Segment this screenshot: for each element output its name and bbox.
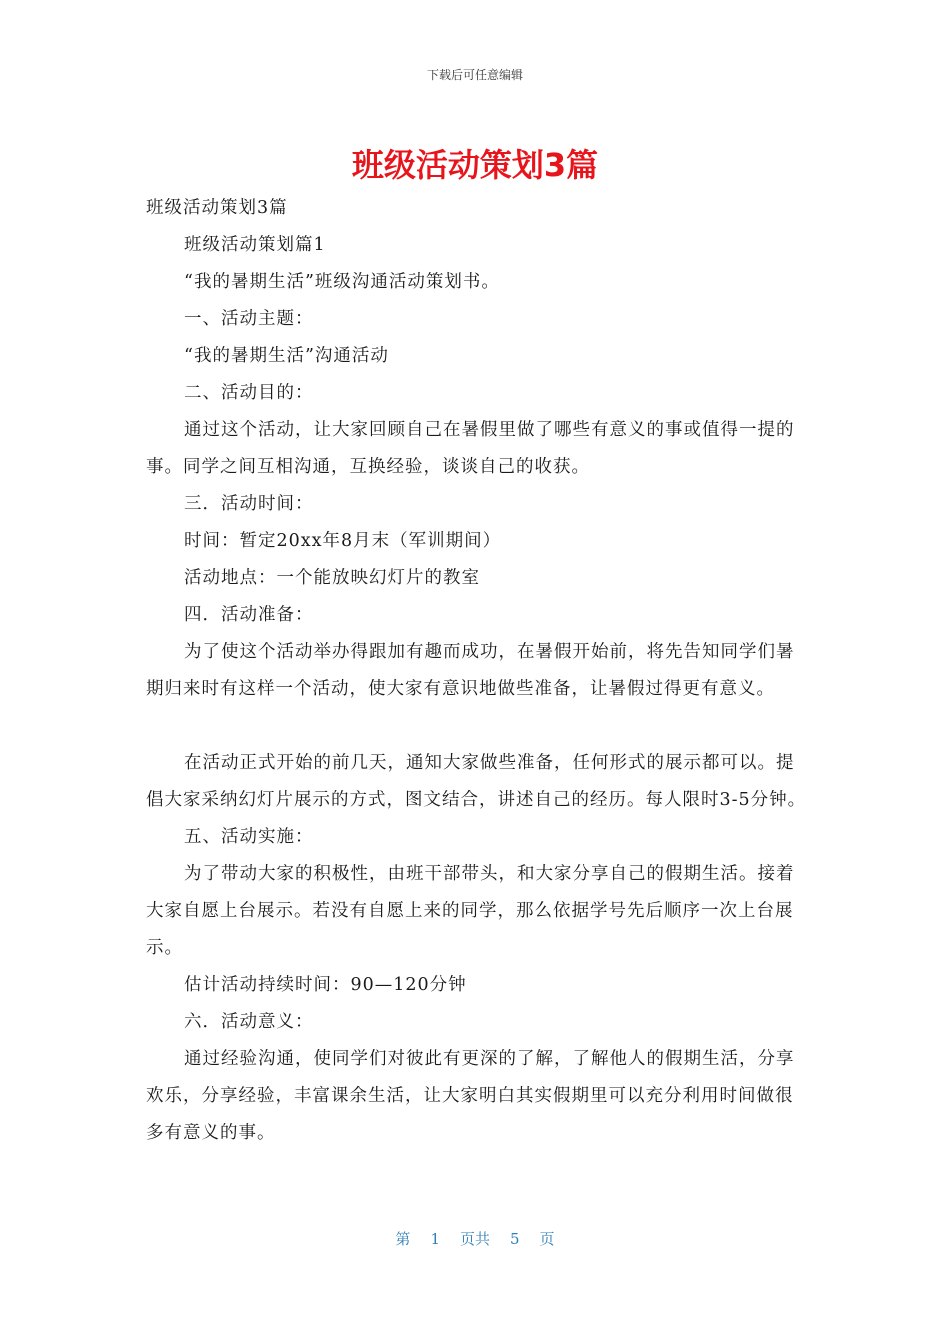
paragraph: 一、活动主题： [184, 309, 314, 329]
header-note: 下载后可任意编辑 [426, 68, 523, 82]
page-footer [0, 1228, 950, 1249]
paragraph: 二、活动目的： [184, 383, 314, 403]
footer-prefix: 第 [395, 1230, 411, 1248]
paragraph: 班级活动策划3篇 [146, 198, 288, 218]
footer-total-pages: 5 [510, 1230, 520, 1248]
paragraph: 估计活动持续时间：90—120分钟 [184, 975, 467, 995]
paragraph: 五、活动实施： [184, 827, 314, 847]
paragraph-spacer [146, 708, 808, 745]
paragraph: 为了带动大家的积极性，由班干部带头，和大家分享自己的假期生活。接着大家自愿上台展示。若没有自愿上来的同学，那么依据学号先后顺序一次上台展示。 [146, 864, 795, 958]
paragraph: 六．活动意义： [184, 1012, 314, 1032]
footer-current-page: 1 [430, 1230, 440, 1248]
paragraph: 通过经验沟通，使同学们对彼此有更深的了解，了解他人的假期生活，分享欢乐，分享经验，丰富课余生活，让大家明白其实假期里可以充分利用时间做很多有意义的事。 [146, 1049, 795, 1143]
paragraph: 时间：暂定20xx年8月末（军训期间） [184, 531, 502, 551]
paragraph: 班级活动策划篇1 [184, 235, 326, 255]
paragraph: “我的暑期生活”班级沟通活动策划书。 [184, 272, 500, 292]
paragraph: 三．活动时间： [184, 494, 314, 514]
paragraph: 在活动正式开始的前几天，通知大家做些准备，任何形式的展示都可以。提倡大家采纳幻灯片展示的方式，图文结合，讲述自己的经历。每人限时3-5分钟。 [146, 753, 807, 810]
paragraph: 四．活动准备： [184, 605, 314, 625]
document-body [146, 190, 808, 1152]
paragraph: 为了使这个活动举办得跟加有趣而成功，在暑假开始前，将先告知同学们暑期归来时有这样一个活动，使大家有意识地做些准备，让暑假过得更有意义。 [146, 642, 795, 699]
document-title: 班级活动策划3篇 [351, 146, 599, 184]
paragraph: “我的暑期生活”沟通活动 [184, 346, 389, 366]
paragraph: 通过这个活动，让大家回顾自己在暑假里做了哪些有意义的事或值得一提的事。同学之间互相沟通，互换经验，谈谈自己的收获。 [146, 420, 795, 477]
footer-suffix: 页 [539, 1230, 555, 1248]
footer-middle: 页共 [459, 1230, 490, 1248]
paragraph: 活动地点：一个能放映幻灯片的教室 [184, 568, 480, 588]
